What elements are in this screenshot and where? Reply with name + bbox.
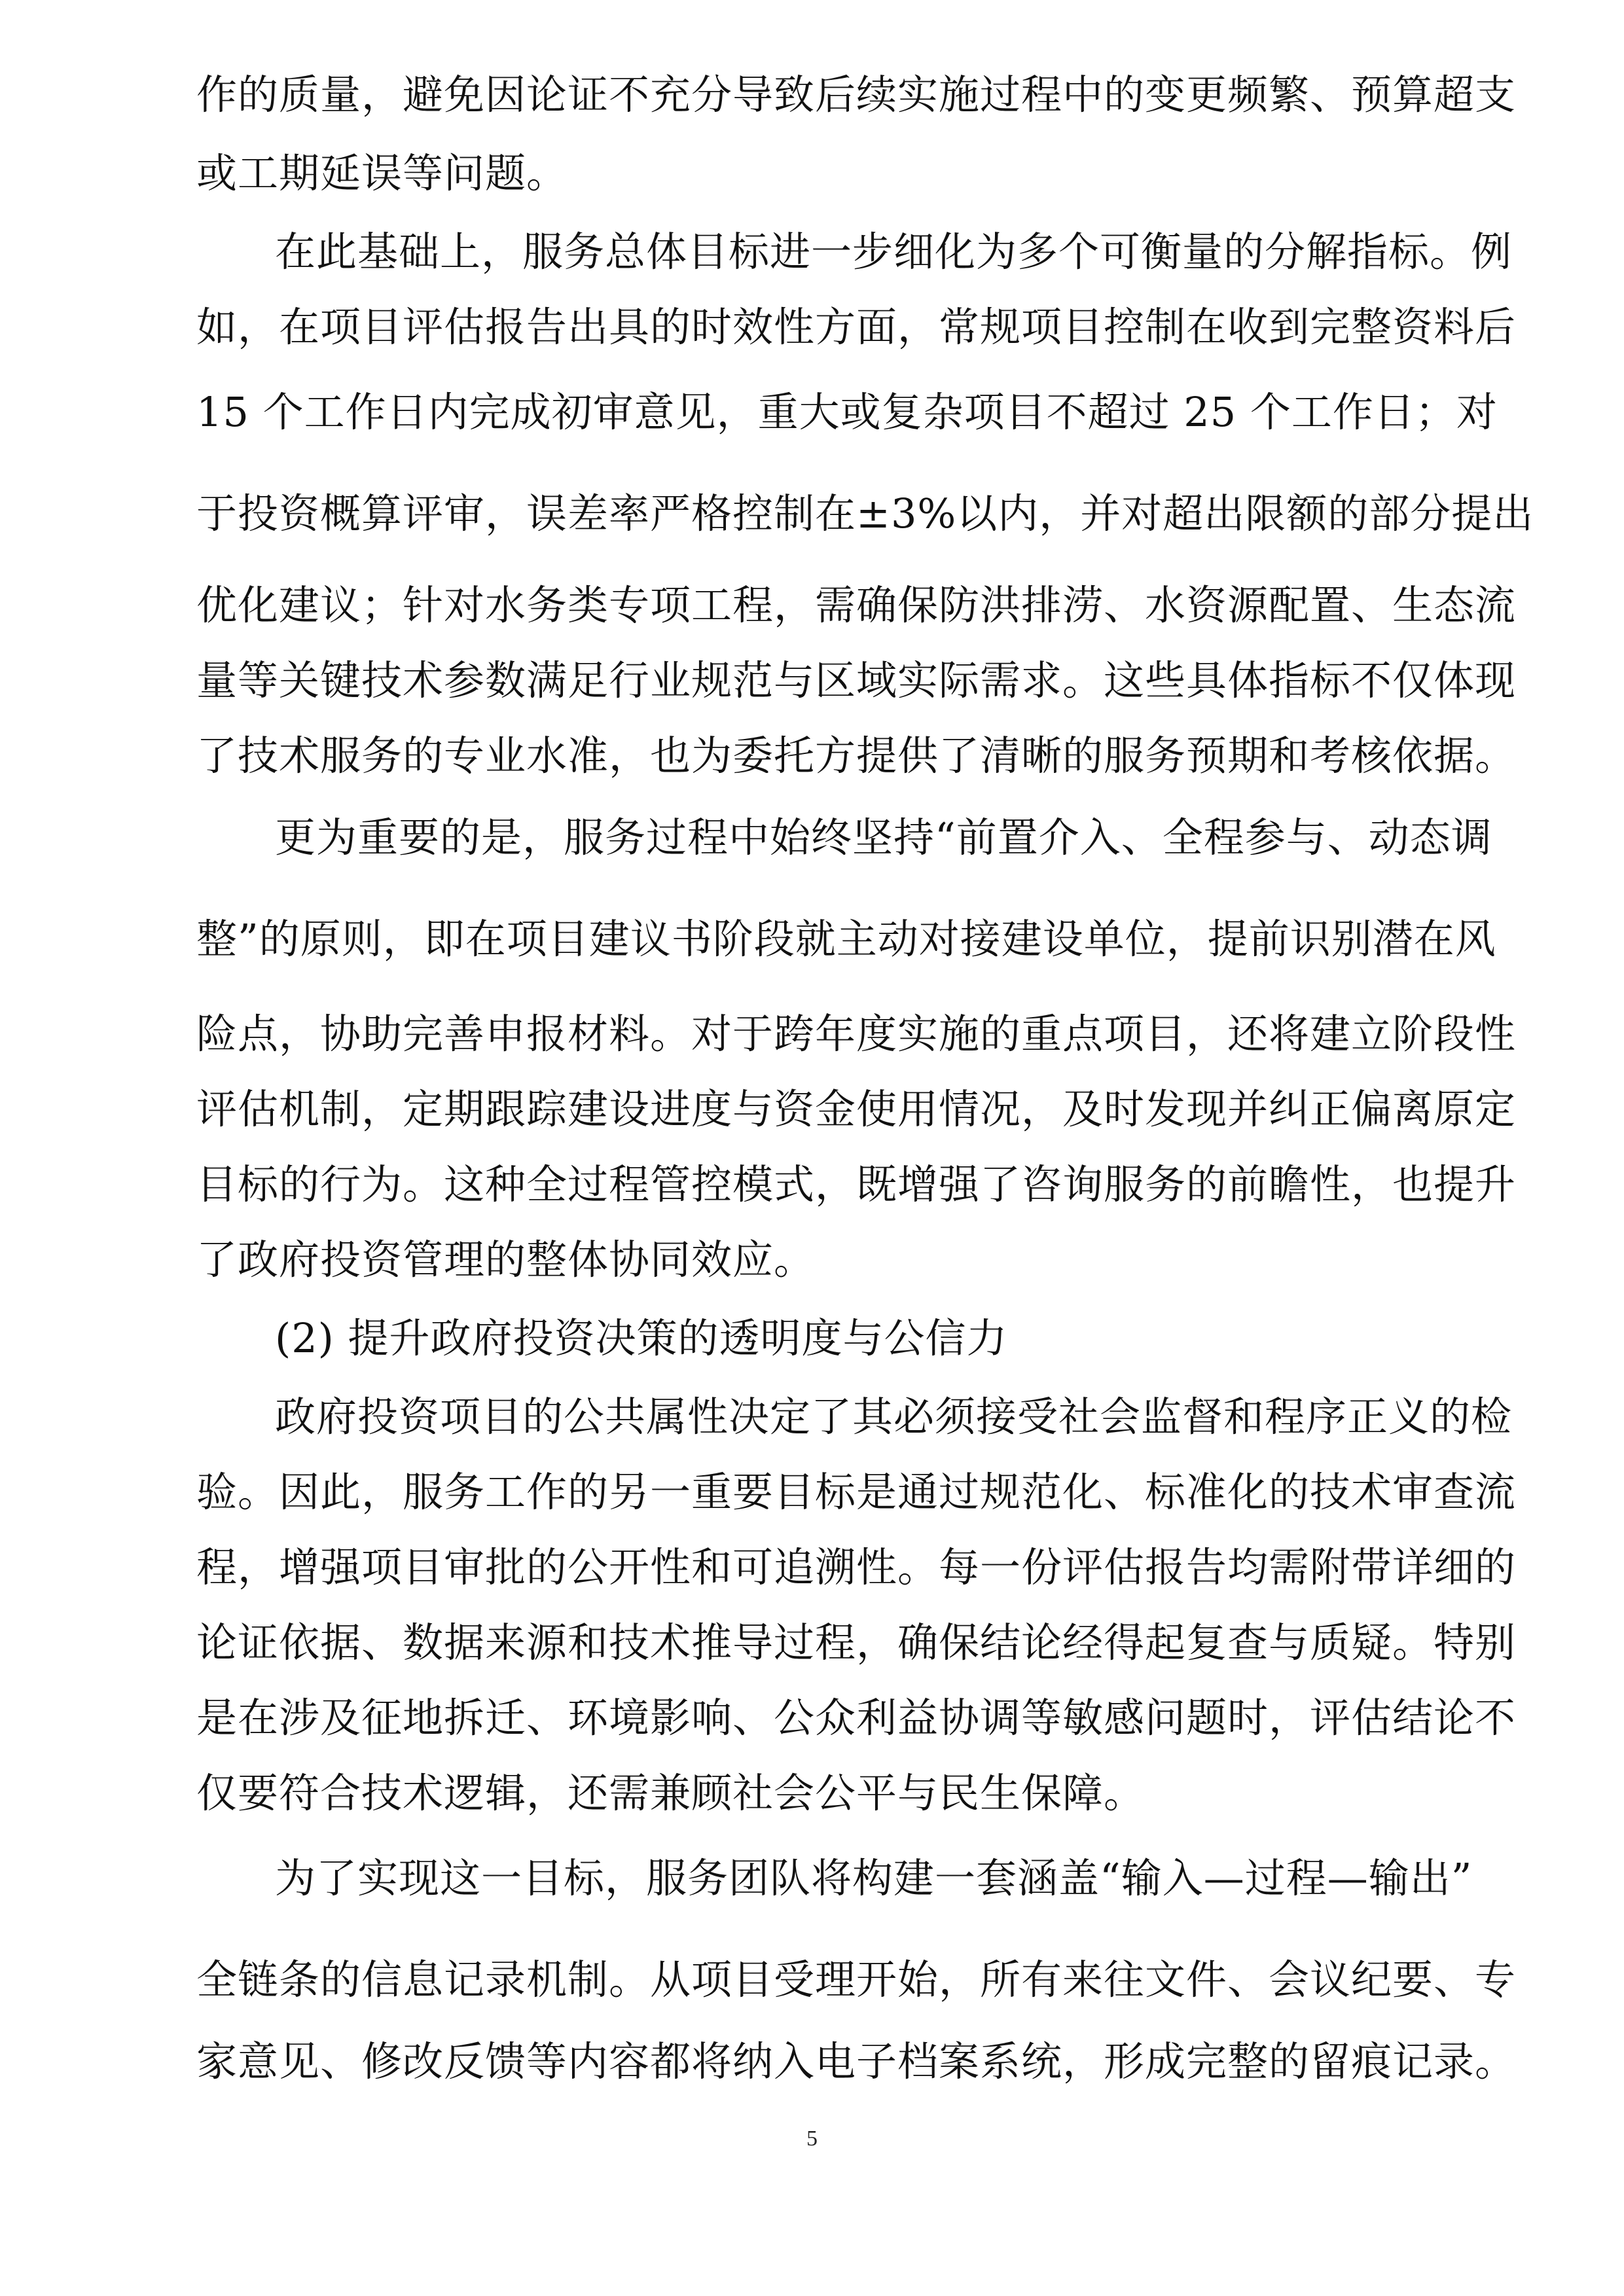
- paragraph-line: 评估机制，定期跟踪建设进度与资金使用情况，及时发现并纠正偏离原定: [196, 1085, 1517, 1133]
- section-heading: (2) 提升政府投资决策的透明度与公信力: [275, 1314, 1008, 1362]
- paragraph-line: 为了实现这一目标，服务团队将构建一套涵盖“输入—过程—输出”: [275, 1854, 1473, 1902]
- paragraph-line: 论证依据、数据来源和技术推导过程，确保结论经得起复查与质疑。特别: [196, 1619, 1517, 1666]
- paragraph-line: 15 个工作日内完成初审意见，重大或复杂项目不超过 25 个工作日；对: [196, 388, 1498, 436]
- paragraph-line: 在此基础上，服务总体目标进一步细化为多个可衡量的分解指标。例: [275, 228, 1513, 276]
- paragraph-line: 作的质量，避免因论证不充分导致后续实施过程中的变更频繁、预算超支: [196, 71, 1517, 118]
- paragraph-line: 于投资概算评审，误差率严格控制在±3%以内，并对超出限额的部分提出: [196, 490, 1534, 537]
- paragraph-line: 验。因此，服务工作的另一重要目标是通过规范化、标准化的技术审查流: [196, 1468, 1517, 1516]
- paragraph-line: 了技术服务的专业水准，也为委托方提供了清晰的服务预期和考核依据。: [196, 732, 1517, 780]
- page-number: 5: [806, 2126, 818, 2151]
- paragraph-line: 整”的原则，即在项目建议书阶段就主动对接建设单位，提前识别潜在风: [196, 915, 1496, 963]
- paragraph-line: 仅要符合技术逻辑，还需兼顾社会公平与民生保障。: [196, 1769, 1146, 1817]
- paragraph-line: 优化建议；针对水务类专项工程，需确保防洪排涝、水资源配置、生态流: [196, 581, 1517, 629]
- paragraph-line: 或工期延误等问题。: [196, 149, 568, 197]
- paragraph-line: 如，在项目评估报告出具的时效性方面，常规项目控制在收到完整资料后: [196, 303, 1517, 351]
- paragraph-line: 更为重要的是，服务过程中始终坚持“前置介入、全程参与、动态调: [275, 814, 1492, 861]
- paragraph-line: 目标的行为。这种全过程管控模式，既增强了咨询服务的前瞻性，也提升: [196, 1160, 1517, 1208]
- paragraph-line: 家意见、修改反馈等内容都将纳入电子档案系统，形成完整的留痕记录。: [196, 2037, 1517, 2085]
- paragraph-line: 量等关键技术参数满足行业规范与区域实际需求。这些具体指标不仅体现: [196, 656, 1517, 704]
- paragraph-line: 全链条的信息记录机制。从项目受理开始，所有来往文件、会议纪要、专: [196, 1956, 1517, 2003]
- paragraph-line: 险点，协助完善申报材料。对于跨年度实施的重点项目，还将建立阶段性: [196, 1010, 1517, 1058]
- paragraph-line: 是在涉及征地拆迁、环境影响、公众利益协调等敏感问题时，评估结论不: [196, 1694, 1517, 1742]
- paragraph-line: 政府投资项目的公共属性决定了其必须接受社会监督和程序正义的检: [275, 1393, 1513, 1441]
- paragraph-line: 了政府投资管理的整体协同效应。: [196, 1236, 816, 1283]
- paragraph-line: 程，增强项目审批的公开性和可追溯性。每一份评估报告均需附带详细的: [196, 1543, 1517, 1591]
